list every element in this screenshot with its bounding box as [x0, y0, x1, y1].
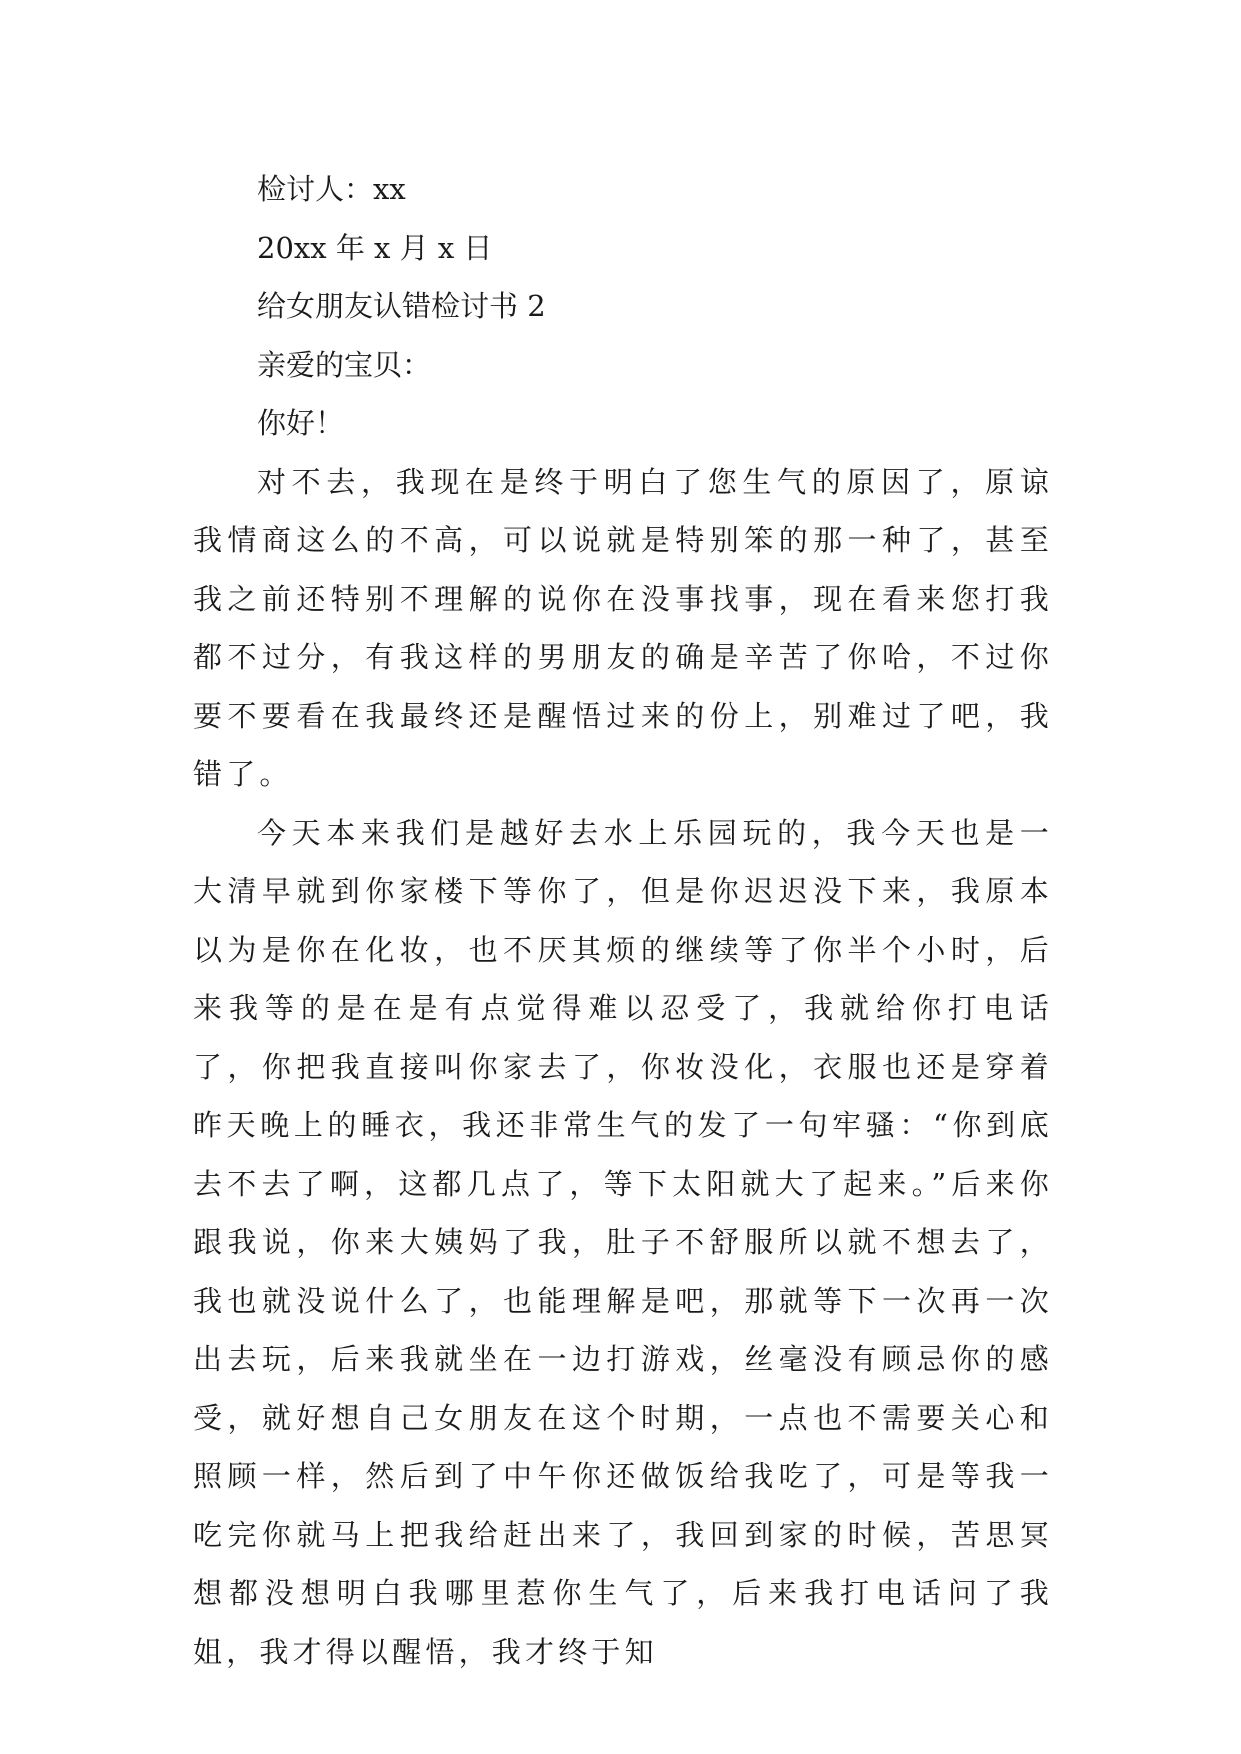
document-title: 给女朋友认错检讨书 2: [257, 289, 546, 323]
body-paragraph: 今天本来我们是越好去水上乐园玩的，我今天也是一大清早就到你家楼下等你了，但是你迟迟没下来，我原本以为是你在化妆，也不厌其烦的继续等了你半个小时，后来我等的是在是有点觉得难以忍受了，我就给你打电话了，你把我直接叫你家去了，你妆没化，衣服也还是穿着昨天晚上的睡衣，我还非常生气的发了一句牢骚：“你到底去不去了啊，这都几点了，等下太阳就大了起来。”后来你跟我说，你来大姨妈了我，肚子不舒服所以就不想去了，我也就没说什么了，也能理解是吧，那就等下一次再一次出去玩，后来我就坐在一边打游戏，丝毫没有顾忌你的感受，就好想自己女朋友在这个时期，一点也不需要关心和照顾一样，然后到了中午你还做饭给我吃了，可是等我一吃完你就马上把我给赶出来了，我回到家的时候，苦思冥想都没想明白我哪里惹你生气了，后来我打电话问了我姐，我才得以醒悟，我才终于知: [193, 815, 1053, 1669]
body-paragraph: 对不去，我现在是终于明白了您生气的原因了，原谅我情商这么的不高，可以说就是特别笨的那一种了，甚至我之前还特别不理解的说你在没事找事，现在看来您打我都不过分，有我这样的男朋友的确是辛苦了你哈，不过你要不要看在我最终还是醒悟过来的份上，别难过了吧，我错了。: [193, 464, 1053, 791]
date-line: 20xx 年 x 月 x 日: [257, 230, 493, 265]
signature-line: 检讨人：xx: [257, 172, 406, 206]
salutation: 亲爱的宝贝：: [257, 347, 432, 382]
document-body: [193, 160, 1053, 1681]
greeting: 你好！: [257, 406, 345, 440]
